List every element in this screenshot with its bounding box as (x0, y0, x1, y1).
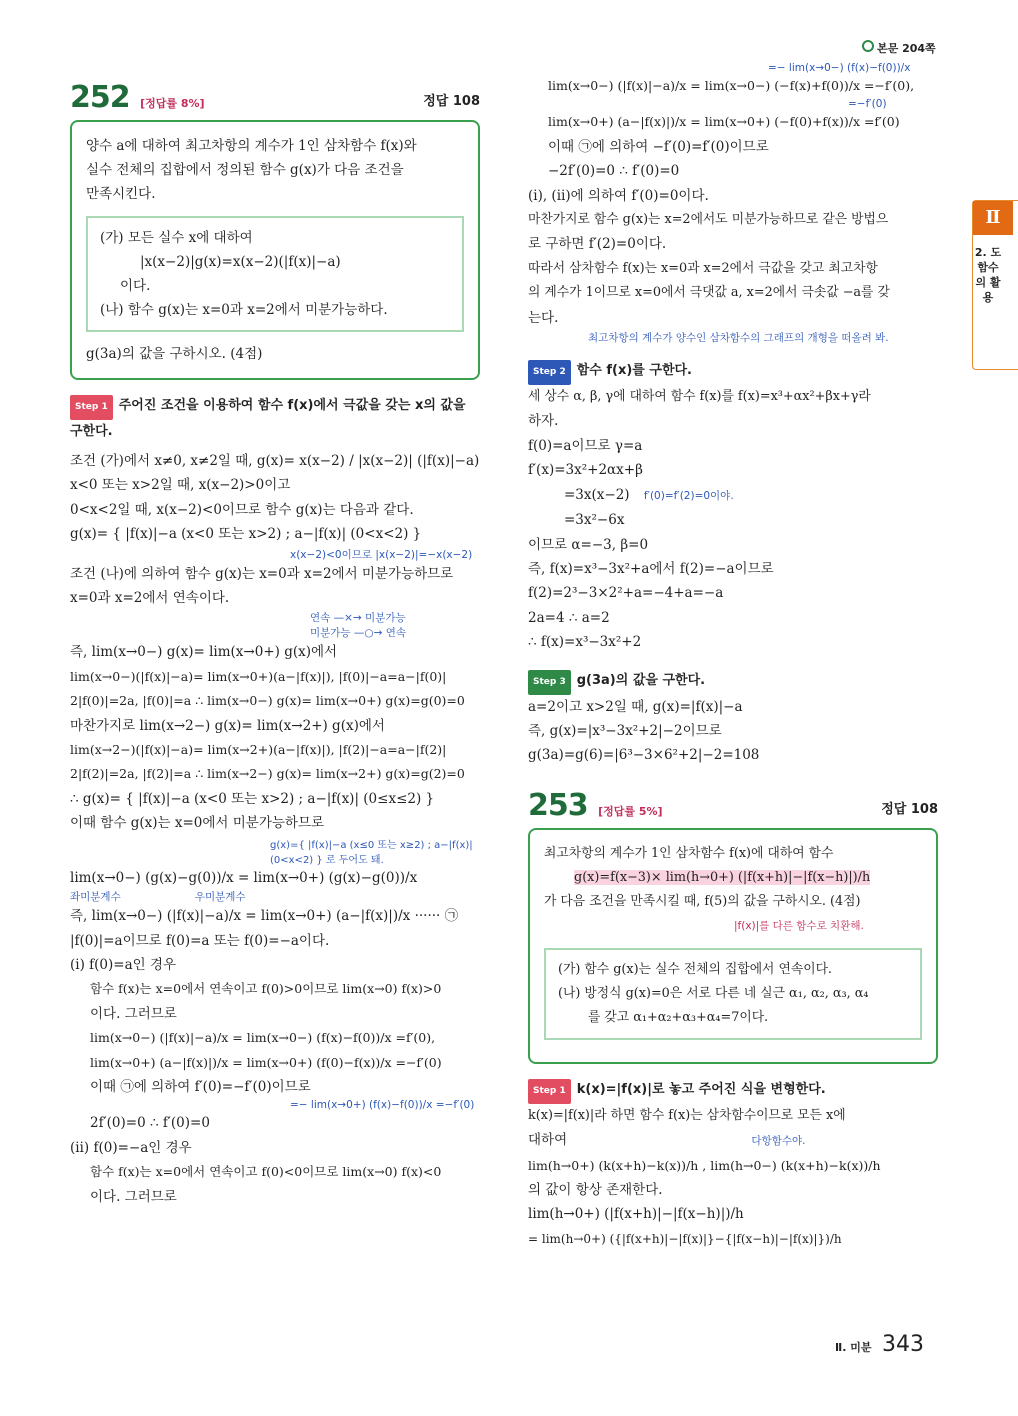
problem-252-box (70, 120, 480, 380)
problem-253-header (528, 788, 938, 828)
solution-line: (ⅰ), (ⅱ)에 의하여 f′(0)=0이다. (528, 187, 709, 204)
side-note: =− lim(x→0+) (f(x)−f(0))/x =−f′(0) (290, 1099, 475, 1112)
solution-line: 이때 ㉠에 의하여 f′(0)=−f′(0)이므로 (90, 1078, 311, 1095)
solution-line: g(x)= { |f(x)|−a (x<0 또는 x>2) ; a−|f(x)| (0<x<2) } (70, 526, 422, 543)
right-column (528, 62, 938, 1251)
step-title: 함수 f(x)를 구한다. (576, 363, 692, 379)
solution-line: 마찬가지로 함수 g(x)는 x=2에서도 미분가능하므로 같은 방법으 (528, 212, 889, 228)
problem-number: 252 (70, 80, 130, 115)
solution-line: lim(x→0−) (|f(x)|−a)/x = lim(x→0−) (−f(x)+f(0))/x =−f′(0), (548, 78, 915, 93)
chapter-roman: Ⅱ (973, 201, 1013, 235)
reference-label (862, 40, 936, 56)
side-note: =− lim(x→0−) (f(x)−f(0))/x (768, 62, 911, 74)
question-ask: g(3a)의 값을 구하시오. (4점) (86, 346, 263, 362)
side-note: |f(x)|를 다른 함수로 치환해. (734, 919, 864, 932)
step-title: 주어진 조건을 이용하여 함수 f(x)에서 극값을 갖는 x의 값을 구한다. (70, 398, 466, 439)
problem-252-header (70, 80, 480, 120)
solution-line: 는다. (528, 309, 559, 326)
step-2-heading (528, 359, 938, 385)
problem-number: 253 (528, 787, 588, 823)
solution-line: 즉, lim(x→0−) g(x)= lim(x→0+) g(x)에서 (70, 644, 338, 661)
step-tag: Step 2 (528, 360, 571, 385)
solution-line: |f(0)|=a이므로 f(0)=a 또는 f(0)=−a이다. (70, 932, 330, 949)
solution-line: ∴ g(x)= { |f(x)|−a (x<0 또는 x>2) ; a−|f(x)| (0≤x≤2) } (70, 790, 435, 807)
solution-line: 이때 함수 g(x)는 x=0에서 미분가능하므로 (70, 815, 325, 832)
condition-line: (나) 방정식 g(x)=0은 서로 다른 네 실근 α₁, α₂, α₃, α₄ (558, 985, 869, 1001)
solution-line: 함수 f(x)는 x=0에서 연속이고 f(0)<0이므로 lim(x→0) f(x)<0 (90, 1164, 442, 1180)
circle-icon (862, 40, 874, 52)
condition-line: 이다. (120, 278, 151, 294)
solution-line: 이다. 그러므로 (90, 1005, 177, 1022)
side-note: =−f′(0) (848, 98, 887, 111)
page-number: 343 (881, 1332, 924, 1357)
solution-line: lim(x→2−)(|f(x)|−a)= lim(x→2+)(a−|f(x)|), |f(2)|−a=a−|f(2)| (70, 742, 447, 758)
solution-line: ∴ f(x)=x³−3x²+2 (528, 634, 642, 651)
solution-line: lim(x→0−)(|f(x)|−a)= lim(x→0+)(a−|f(x)|), |f(0)|−a=a−|f(0)| (70, 668, 447, 684)
solution-line: 이므로 α=−3, β=0 (528, 536, 649, 553)
solution-line: 함수 f(x)는 x=0에서 연속이고 f(0)>0이므로 lim(x→0) f(x)>0 (90, 981, 442, 997)
question-line (544, 866, 922, 890)
chapter-footer: Ⅱ. 미분 (835, 1341, 872, 1354)
side-note: 최고차항의 계수가 양수인 삼차함수의 그래프의 개형을 떠올려 봐. (588, 332, 889, 345)
answer-label: 정답 108 (881, 801, 938, 817)
step-3-heading (528, 669, 938, 695)
solution-line: a=2이고 x>2일 때, g(x)=|f(x)|−a (528, 698, 743, 715)
question-line: 실수 전체의 집합에서 정의된 함수 g(x)가 다음 조건을 (86, 162, 404, 178)
step-tag: Step 1 (528, 1079, 571, 1104)
solution-line: x<0 또는 x>2일 때, x(x−2)>0이고 (70, 477, 291, 494)
solution-line: 0<x<2일 때, x(x−2)<0이므로 함수 g(x)는 다음과 같다. (70, 501, 414, 518)
solution-line: 의 값이 항상 존재한다. (528, 1181, 663, 1198)
condition-line: (가) 모든 실수 x에 대하여 (100, 230, 253, 246)
solution-line: 하자. (528, 413, 559, 430)
solution-line (528, 483, 938, 508)
solution-line (528, 1128, 938, 1153)
solution-line: (ⅰ) f(0)=a인 경우 (70, 956, 177, 973)
solution-line: 조건 (나)에 의하여 함수 g(x)는 x=0과 x=2에서 미분가능하므로 (70, 565, 454, 582)
solution-line: g(3a)=g(6)=|6³−3×6²+2|−2=108 (528, 747, 760, 764)
condition-line: 를 갖고 α₁+α₂+α₃+α₄=7이다. (588, 1009, 769, 1025)
solution-line: lim(x→0+) (a−|f(x)|)/x = lim(x→0+) (−f(0)+f(x))/x =f′(0) (548, 114, 900, 130)
step-title: k(x)=|f(x)|로 놓고 주어진 식을 변형한다. (576, 1081, 826, 1097)
side-note: 연속 —×→ 미분가능 (310, 612, 406, 625)
side-note: f′(0)=f′(2)=0이야. (643, 489, 734, 502)
solution-text: 대하여 (528, 1132, 568, 1149)
solution-line: lim(h→0+) (k(x+h)−k(x))/h , lim(h→0−) (k(x+h)−k(x))/h (528, 1157, 881, 1173)
step-tag: Step 3 (528, 670, 571, 695)
accuracy-rate: [정답률 5%] (598, 804, 663, 818)
solution-line: 즉, g(x)=|x³−3x²+2|−2이므로 (528, 722, 722, 739)
solution-line: 조건 (가)에서 x≠0, x≠2일 때, g(x)= x(x−2) / |x(x−2)| (|f(x)|−a) (70, 453, 480, 469)
solution-line: 이다. 그러므로 (90, 1188, 177, 1205)
solution-line: 2|f(0)|=2a, |f(0)|=a ∴ lim(x→0−) g(x)= lim(x→0+) g(x)=g(0)=0 (70, 693, 465, 709)
solution-line: lim(x→0−) (|f(x)|−a)/x = lim(x→0−) (f(x)−f(0))/x =f′(0), (90, 1030, 436, 1046)
condition-line: |x(x−2)|g(x)=x(x−2)(|f(x)|−a) (140, 254, 341, 270)
solution-line: 마찬가지로 lim(x→2−) g(x)= lim(x→2+) g(x)에서 (70, 717, 385, 734)
solution-line: lim(h→0+) (|f(x+h)|−|f(x−h)|)/h (528, 1206, 744, 1223)
question-line: 양수 a에 대하여 최고차항의 계수가 1인 삼차함수 f(x)와 (86, 138, 417, 154)
chapter-label: 2. 도함수의 활용 (974, 246, 1002, 304)
chapter-side-tab (972, 200, 1018, 370)
solution-text: =3x(x−2) (564, 486, 630, 503)
solution-line: lim(x→0−) (g(x)−g(0))/x = lim(x→0+) (g(x)−g(0))/x (70, 869, 418, 886)
solution-line: 따라서 삼차함수 f(x)는 x=0과 x=2에서 극값을 갖고 최고차항 (528, 260, 878, 276)
solution-line: 2a=4 ∴ a=2 (528, 609, 610, 626)
side-note: 좌미분계수 (70, 891, 121, 904)
step-title: g(3a)의 값을 구한다. (576, 672, 706, 688)
solution-line: 2|f(2)|=2a, |f(2)|=a ∴ lim(x→2−) g(x)= lim(x→2+) g(x)=g(2)=0 (70, 766, 465, 782)
solution-line: x=0과 x=2에서 연속이다. (70, 590, 230, 607)
side-note: 다항함수야. (751, 1135, 806, 1148)
side-note: 미분가능 —○→ 연속 (310, 627, 406, 640)
solution-line: 즉, f(x)=x³−3x²+a에서 f(2)=−a이므로 (528, 560, 774, 577)
step-1-heading (70, 394, 480, 443)
page-footer (835, 1332, 924, 1357)
condition-line: (나) 함수 g(x)는 x=0과 x=2에서 미분가능하다. (100, 302, 388, 318)
reference-text: 본문 204쪽 (877, 42, 936, 55)
question-line: 가 다음 조건을 만족시킬 때, f(5)의 값을 구하시오. (4점) (544, 893, 861, 909)
solution-line: =3x²−6x (564, 512, 625, 529)
step-1-heading (528, 1078, 938, 1104)
step-tag: Step 1 (70, 395, 113, 420)
side-note: 우미분계수 (194, 891, 246, 904)
highlighted-expression: g(x)=f(x−3)× lim(h→0+) (|f(x+h)|−|f(x−h)|)/h (574, 869, 871, 885)
solution-line: f′(x)=3x²+2αx+β (528, 462, 643, 479)
condition-line: (가) 함수 g(x)는 실수 전체의 집합에서 연속이다. (558, 961, 833, 977)
solution-line: = lim(h→0+) ({|f(x+h)|−|f(x)|}−{|f(x−h)|−|f(x)|})/h (528, 1231, 842, 1246)
conditions-box (544, 948, 922, 1040)
solution-line: f(2)=2³−3×2²+a=−4+a=−a (528, 585, 724, 602)
left-column (70, 40, 480, 1209)
conditions-box (86, 216, 464, 332)
derivative-labels (70, 890, 480, 904)
solution-line: lim(x→0+) (a−|f(x)|)/x = lim(x→0+) (f(0)−f(x))/x =−f′(0) (90, 1054, 442, 1070)
problem-253-box (528, 828, 938, 1064)
solution-line: 로 구하면 f′(2)=0이다. (528, 236, 667, 253)
question-line: 최고차항의 계수가 1인 삼차함수 f(x)에 대하여 함수 (544, 845, 834, 861)
solution-line: 의 계수가 1이므로 x=0에서 극댓값 a, x=2에서 극솟값 −a를 갖 (528, 285, 890, 301)
solution-line: 세 상수 α, β, γ에 대하여 함수 f(x)를 f(x)=x³+αx²+βx+γ라 (528, 389, 871, 405)
accuracy-rate: [정답률 8%] (140, 97, 205, 110)
question-line: 만족시킨다. (86, 186, 156, 202)
side-note: g(x)={ |f(x)|−a (x≤0 또는 x≥2) ; a−|f(x)| (0<x<2) } 로 두어도 돼. (270, 839, 473, 866)
solution-line: 즉, lim(x→0−) (|f(x)|−a)/x = lim(x→0+) (a−|f(x)|)/x ······ ㉠ (70, 908, 459, 925)
answer-label: 정답 108 (423, 94, 480, 109)
solution-body (70, 449, 480, 1209)
solution-line: 이때 ㉠에 의하여 −f′(0)=f′(0)이므로 (548, 138, 769, 155)
solution-line: f(0)=a이므로 γ=a (528, 437, 643, 454)
solution-line: −2f′(0)=0 ∴ f′(0)=0 (548, 163, 680, 180)
solution-line: 2f′(0)=0 ∴ f′(0)=0 (90, 1115, 210, 1132)
solution-line: (ⅱ) f(0)=−a인 경우 (70, 1139, 192, 1156)
side-note: x(x−2)<0이므로 |x(x−2)|=−x(x−2) (290, 548, 473, 561)
solution-line: k(x)=|f(x)|라 하면 함수 f(x)는 삼차함수이므로 모든 x에 (528, 1107, 846, 1123)
